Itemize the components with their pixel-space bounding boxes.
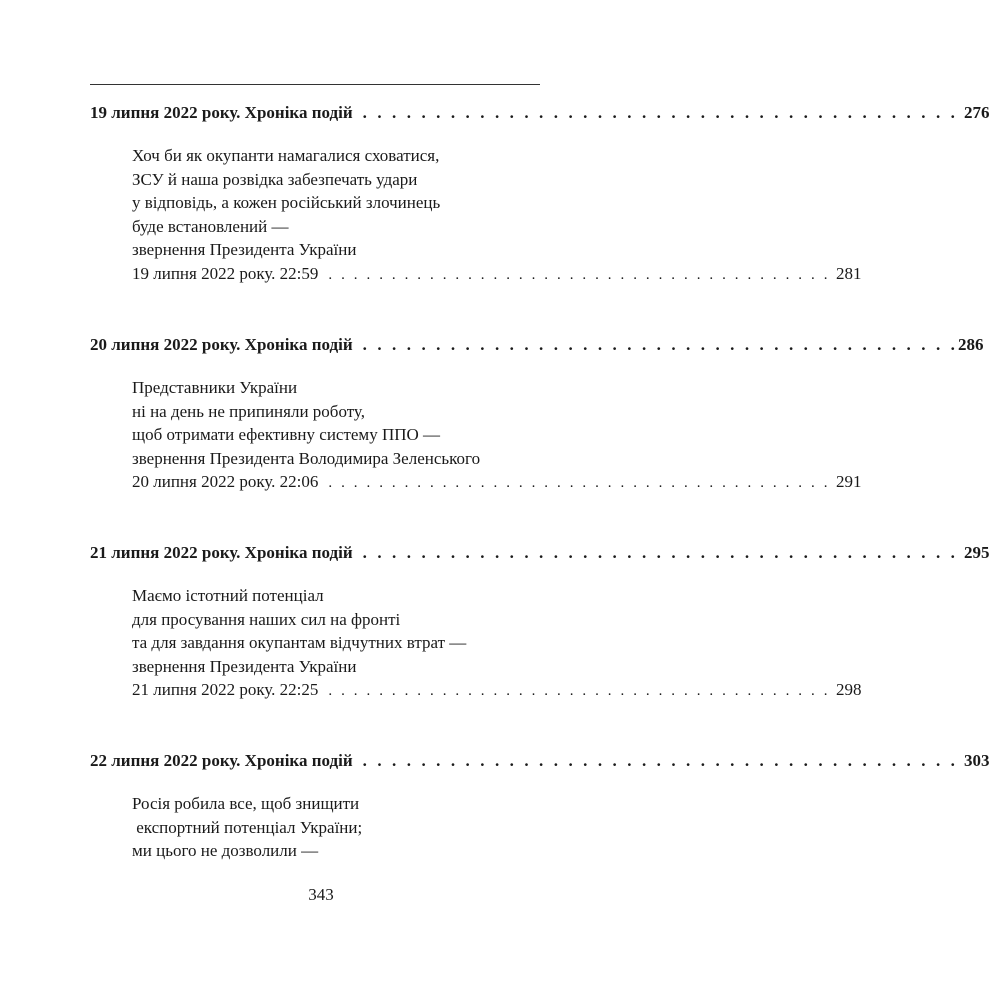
dot-leader: . . . . . . . . . . . . . . . . . . . . . . . . . . . . . . . . . . . . . . . . (328, 266, 831, 283)
entry-line: ЗСУ й наша розвідка забезпечать удари (132, 169, 418, 189)
entry-line: звернення Президента України (132, 656, 357, 676)
entry-line: ні на день не припиняли роботу, (132, 401, 365, 421)
entry-page: 281 (836, 263, 862, 283)
toc-entry[interactable] (132, 584, 862, 704)
entry-date-row (132, 262, 862, 288)
entry-line: ми цього не дозволили — (132, 841, 319, 860)
toc-section (90, 542, 990, 704)
toc-heading-page: 303 (964, 751, 990, 770)
entry-line: експортний потенціал України; (132, 817, 363, 837)
toc-heading-page: 286 (958, 335, 984, 354)
toc-heading-row[interactable] (90, 334, 984, 356)
entry-line: Хоч би як окупанти намагалися сховатися, (132, 146, 440, 165)
entry-date-row (132, 470, 862, 496)
toc-heading-title: 21 липня 2022 року. Хроніка подій (90, 543, 353, 562)
toc-section (90, 750, 990, 863)
dot-leader: . . . . . . . . . . . . . . . . . . . . . . . . . . . . . . . . . . . . . . . . (328, 683, 831, 699)
entry-line: Росія робила все, щоб знищити (132, 794, 360, 813)
entry-line: та для завдання окупантам відчутних втрат — (132, 633, 467, 652)
toc-heading-row[interactable] (90, 542, 990, 564)
dot-leader: . . . . . . . . . . . . . . . . . . . . . . . . . . . . . . . . . . . . . . . . . (362, 543, 958, 562)
toc-heading-page: 295 (964, 543, 990, 562)
toc-entry[interactable] (132, 144, 862, 287)
toc-entry[interactable] (132, 792, 540, 863)
toc-heading-page: 276 (964, 103, 990, 122)
toc-heading-row[interactable] (90, 102, 990, 124)
toc-heading-row[interactable] (90, 750, 990, 772)
entry-line: у відповідь, а кожен російський злочинець (132, 193, 441, 212)
toc-section (90, 334, 984, 496)
entry-date: 20 липня 2022 року. 22:06 (132, 472, 319, 491)
top-rule (90, 84, 540, 85)
toc-heading-title: 22 липня 2022 року. Хроніка подій (90, 751, 353, 770)
entry-date: 21 липня 2022 року. 22:25 (132, 680, 319, 699)
dot-leader: . . . . . . . . . . . . . . . . . . . . . . . . . . . . . . . . . . . . . . . . . (362, 751, 958, 770)
toc-heading-title: 19 липня 2022 року. Хроніка подій (90, 103, 353, 122)
entry-page: 298 (836, 680, 862, 699)
entry-date-row (132, 678, 862, 704)
dot-leader: . . . . . . . . . . . . . . . . . . . . . . . . . . . . . . . . . . . . . . . . . (362, 335, 958, 354)
dot-leader: . . . . . . . . . . . . . . . . . . . . . . . . . . . . . . . . . . . . . . . . . (362, 103, 958, 122)
entry-line: Маємо істотний потенціал (132, 586, 324, 605)
page-number: 343 (308, 885, 334, 904)
entry-line: буде встановлений — (132, 216, 289, 236)
entry-line: Представники України (132, 378, 298, 397)
entry-line: звернення Президента Володимира Зеленського (132, 448, 481, 468)
entry-page: 291 (836, 472, 862, 491)
entry-line: для просування наших сил на фронті (132, 609, 401, 629)
toc-section (90, 102, 990, 287)
entry-line: щоб отримати ефективну систему ППО — (132, 425, 441, 444)
dot-leader: . . . . . . . . . . . . . . . . . . . . . . . . . . . . . . . . . . . . . . . . (328, 475, 831, 491)
toc-heading-title: 20 липня 2022 року. Хроніка подій (90, 335, 353, 354)
toc-entry[interactable] (132, 376, 862, 496)
entry-line: звернення Президента України (132, 240, 357, 259)
entry-date: 19 липня 2022 року. 22:59 (132, 263, 319, 283)
